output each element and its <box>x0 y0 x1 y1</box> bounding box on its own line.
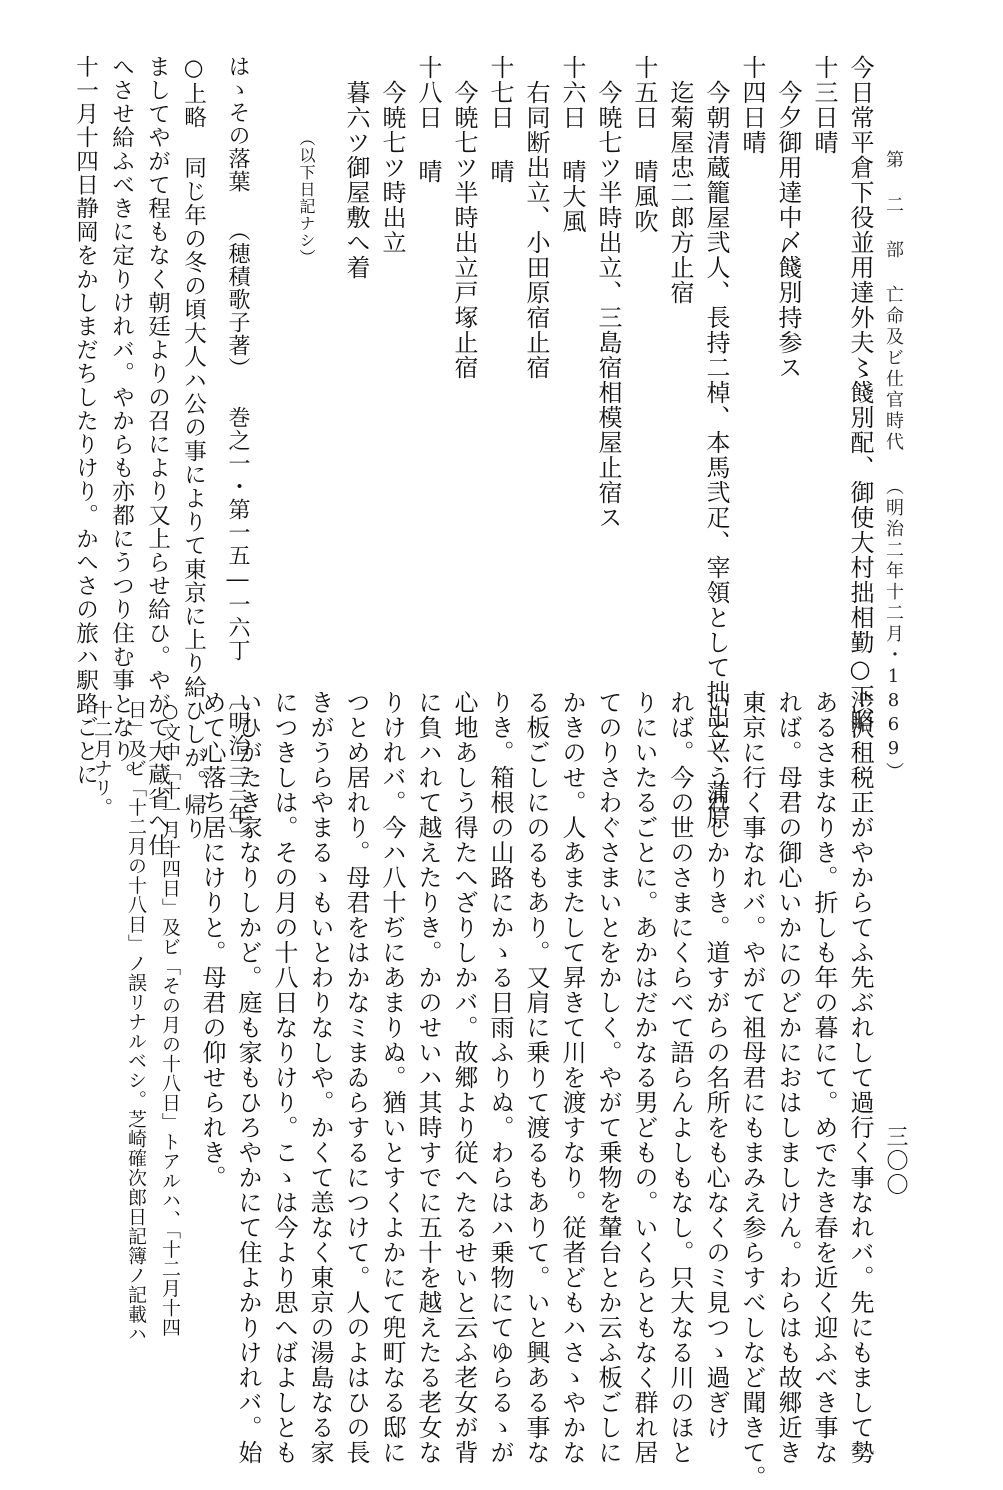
text-line: れば。今の世のさまにくらべて語らんよしもなし。只大なる川のほと <box>666 690 694 1465</box>
editor-note-line: ○文中「十一月十四日」及ビ「その月の十八日」トアルハ、「十二月十四 <box>159 700 181 1337</box>
text-line: いひがたき家なりしかど。庭も家もひろやかにて住よかりけれバ。始 <box>234 690 262 1465</box>
editor-note-line: 日」及ビ「十二月の十八日」ノ誤リナルベシ。芝崎確次郎日記簿ノ記載ハ <box>125 700 147 1344</box>
text-line: 十七日 晴 <box>486 55 514 184</box>
text-line: きがうらやまるゝもいとわりなしや。かくて恙なく東京の湯島なる家 <box>306 690 334 1465</box>
text-line: りき。箱根の山路にかゝる日雨ふりぬ。わらはハ乗物にてゆらるゝが <box>486 690 514 1465</box>
text-line: 十五日 晴風吹 <box>630 55 658 234</box>
text-line: 十一月十四日静岡をかしまだちしたりけり。かへさの旅ハ駅路ごとに <box>72 55 99 787</box>
text-line: 今暁七ツ半時出立戸塚止宿 <box>450 80 478 380</box>
text-line: 迄菊屋忠二郎方止宿 <box>666 80 694 305</box>
text-line: 今暁七ツ半時出立、三島宿相模屋止宿ス <box>594 80 622 530</box>
text-line: 今暁七ツ時出立 <box>378 80 406 255</box>
text-line: 右同断出立、小田原宿止宿 <box>522 80 550 380</box>
text-line: 今日常平倉下役並用達外夫〻餞別配、御使大村拙相勤○下略 <box>846 55 874 734</box>
text-line: かきのせ。人あまたして昇きて川を渡すなり。従者どもハさゝやかな <box>558 690 586 1465</box>
text-line: 東京に行く事なれバ。やがて祖母君にもまみえ参らすべしなど聞きて。 <box>738 690 766 1490</box>
text-line: いとくうれしかりき。道すがらの名所をも心なくのミ見つゝ過ぎけ <box>702 690 730 1440</box>
text-line: ましてやがて程もなく朝廷よりの召により又上らせ給ひ。やがて大蔵省へ仕 <box>144 55 171 858</box>
text-line: つとめ居れり。母君をはかなミまゐらするにつけて。人のよはひの長 <box>342 690 370 1465</box>
text-line: 十四日晴 <box>738 55 766 155</box>
text-line: ○上略 同じ年の冬の頃大人ハ公の事によりて東京に上り給ひしが。帰り <box>180 55 207 841</box>
text-line: へさせ給ふべきに定りけれバ。やからも亦都にうつり住む事となり。 <box>108 55 135 787</box>
text-line: る板ごしにのるもあり。又肩に乗りて渡るもありて。いと興ある事な <box>522 690 550 1465</box>
text-line: 十八日 晴 <box>414 55 442 184</box>
text-line: れば。母君の御心いかにのどかにおはしましけん。わらはも故郷近き <box>774 690 802 1465</box>
text-line: に負ハれて越えたりき。かのせいハ其時すでに五十を越えたる老女な <box>414 690 442 1465</box>
text-line: 暮六ツ御屋敷へ着 <box>342 80 370 280</box>
text-line: につきしは。その月の十八日なりけり。こゝは今より思へばよしとも <box>270 690 298 1465</box>
text-line: あるさまなりき。折しも年の暮にて。めでたき春を近く迎ふべき事な <box>810 690 838 1465</box>
text-line: 今朝清蔵籠屋弐人、長持二棹、本馬弐疋、宰領として拙出立、蒲原 <box>702 80 730 830</box>
text-line: りにいたるごとに。あかはだかなる男どもの。いくらともなく群れ居 <box>630 690 658 1465</box>
text-line: 十六日 晴大風 <box>558 55 586 234</box>
text-line: 十三日晴 <box>810 55 838 155</box>
page-number: 三〇〇 <box>883 1125 908 1197</box>
text-line: りけれバ。今ハ八十ぢにあまりぬ。猶いとすくよかにて兜町なる邸に <box>378 690 406 1465</box>
editor-note-line: 十二月ナリ。 <box>91 700 113 817</box>
source-title: はゝその落葉 （穂積歌子著） 巻之一・第一五―一六丁 〔明治三三年〕 <box>225 55 250 849</box>
text-line: 渋沢租税正がやからてふ先ぶれして過行く事なれバ。先にもまして勢 <box>846 690 874 1465</box>
text-line: 今夕御用達中〆餞別持参ス <box>774 80 802 380</box>
text-line: てのりさわぐさまいとをかしく。やがて乗物を輦台とか云ふ板ごしに <box>594 690 622 1465</box>
running-head: 第 二 部 亡命及ビ仕官時代 （明治二年十二月・1869） <box>883 150 904 783</box>
text-line: 心地あしう得たへざりしかバ。故郷より従へたるせいと云ふ老女が背 <box>450 690 478 1465</box>
text-line: めて心落ち居にけりと。母君の仰せられき。 <box>198 690 226 1190</box>
text-line: （以下日記ナシ） <box>297 130 316 266</box>
